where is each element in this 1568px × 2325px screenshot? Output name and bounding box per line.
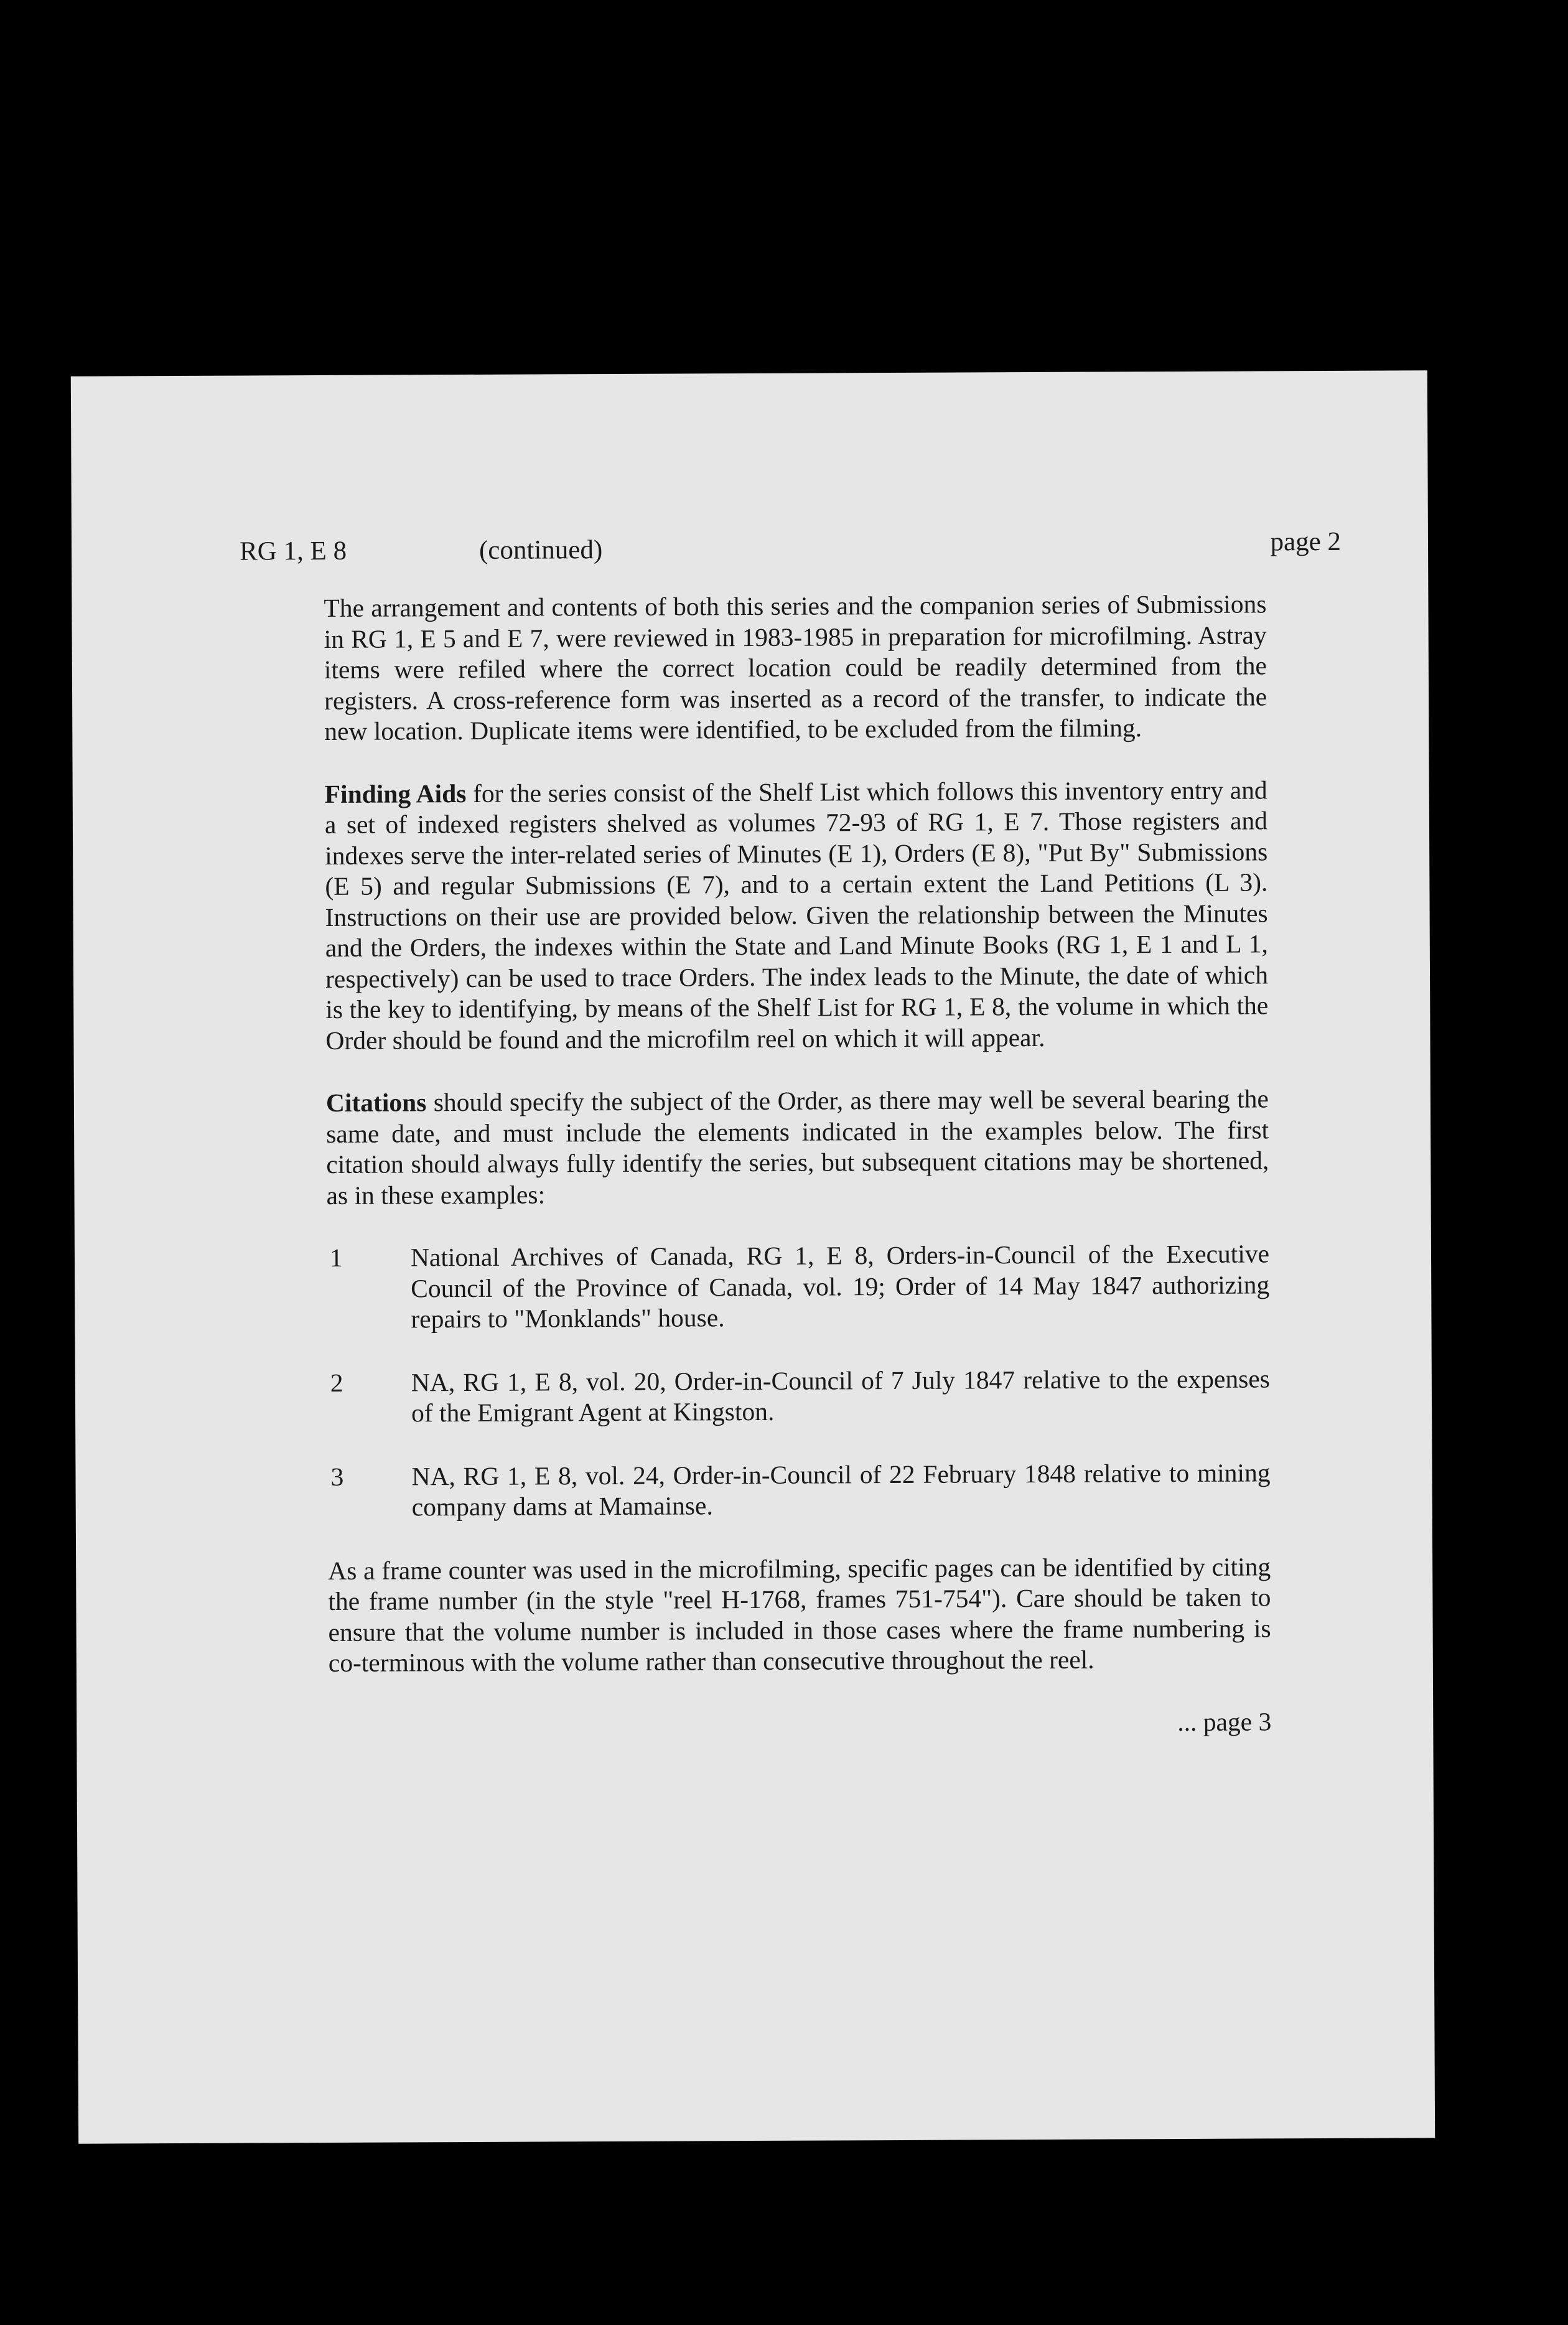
finding-aids-text: for the series consist of the Shelf List which follows this inventory entry and a set of indexed registers shelved as volumes 72-93 of RG 1, E 7. Those registers and indexes serve the inter-related series of Minutes (E 1), Orders (E 8), "Put By" Submissions (E 5) and regular Submissions (E 7), and to a certain extent the Land Petitions (L 3). Instructions on their use are provided below. Given the relationship between the Minutes and the Orders, the indexes within the State and Land Minute Books (RG 1, E 1 and L 1, respectively) can be used to trace Orders. The index leads to the Minute, the date of which is the key to identifying, by means of the Shelf List for RG 1, E 8, the volume in which the Order should be found and the microfilm reel on which it will appear. xyxy=(324,775,1269,1055)
frame-counter-paragraph xyxy=(328,1551,1271,1679)
example-text: NA, RG 1, E 8, vol. 20, Order-in-Council of 7 July 1847 relative to the expenses of the Emigrant Agent at Kingston. xyxy=(411,1364,1270,1428)
arrangement-paragraph xyxy=(324,589,1267,747)
continued-label: (continued) xyxy=(478,535,603,565)
example-number: 1 xyxy=(329,1243,343,1272)
arrangement-text: The arrangement and contents of both this series and the companion series of Submissions in RG 1, E 5 and E 7, were reviewed in 1983-1985 in preparation for microfilming. Astray items were refiled where the correct location could be readily determined from the registers. A cross-reference form was inserted as a record of the transfer, to indicate the new location. Duplicate items were identified, to be excluded from the filming. xyxy=(324,589,1267,746)
page-number: page 2 xyxy=(1270,526,1342,557)
frame-counter-text: As a frame counter was used in the microfilming, specific pages can be identified by citing the frame number (in the style "reel H-1768, frames 751-754"). Care should be taken to ensure that the volume number is included in those cases where the frame numbering is co-terminous with the volume rather than consecutive throughout the reel. xyxy=(328,1551,1271,1677)
finding-aids-paragraph xyxy=(325,775,1269,1056)
citations-text: should specify the subject of the Order, as there may well be several bearing the same date, and must include the elements indicated in the examples below. The first citation should always fully identify the series, but subsequent citations may be shortened, as in these examples: xyxy=(326,1084,1269,1210)
page-body xyxy=(324,589,1272,1736)
example-number: 3 xyxy=(330,1462,344,1491)
example-number: 2 xyxy=(330,1368,343,1397)
citation-example xyxy=(327,1364,1270,1429)
finding-aids-heading: Finding Aids xyxy=(324,779,467,808)
document-page xyxy=(71,370,1435,2143)
citation-example xyxy=(327,1238,1270,1335)
record-group-reference: RG 1, E 8 xyxy=(239,536,347,566)
example-text: NA, RG 1, E 8, vol. 24, Order-in-Council of 22 February 1848 relative to mining company dams at Mamainse. xyxy=(411,1457,1271,1522)
citations-paragraph xyxy=(326,1083,1269,1211)
citation-example xyxy=(327,1457,1270,1523)
citation-examples xyxy=(327,1238,1271,1523)
page-header xyxy=(239,526,1342,580)
example-text: National Archives of Canada, RG 1, E 8, Orders-in-Council of the Executive Council of the Province of Canada, vol. 19; Order of 14 May 1847 authorizing repairs to "Monklands" house. xyxy=(410,1239,1270,1334)
next-page-indicator: ... page 3 xyxy=(1177,1706,1272,1736)
citations-heading: Citations xyxy=(325,1088,427,1117)
